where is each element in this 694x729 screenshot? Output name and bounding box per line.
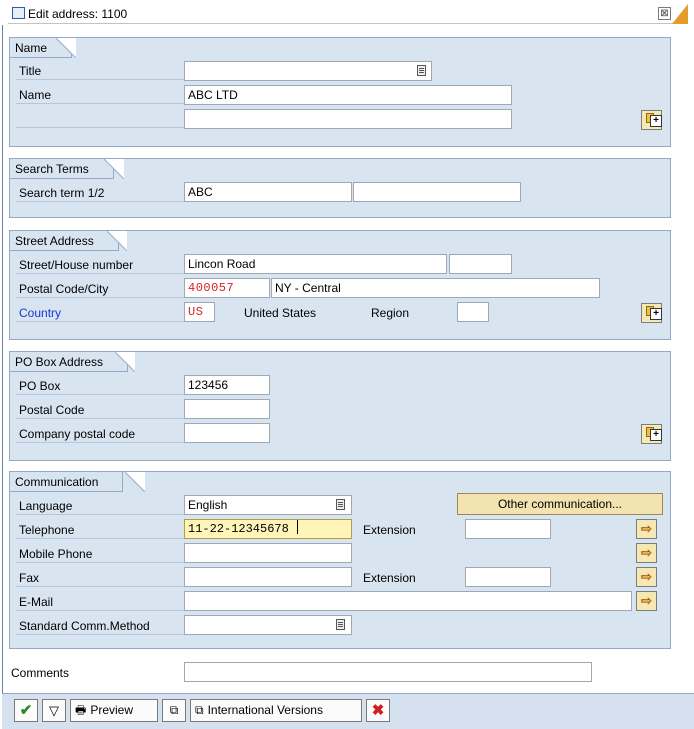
international-versions-button[interactable]: ⧉ International Versions bbox=[190, 699, 362, 722]
copy-icon[interactable]: ⧉ bbox=[162, 699, 186, 722]
language-label: Language bbox=[16, 497, 184, 515]
window-title-bar bbox=[8, 4, 688, 24]
fax-label: Fax bbox=[16, 569, 184, 587]
search-group-heading: Search Terms bbox=[10, 159, 114, 179]
street-group-heading: Street Address bbox=[10, 231, 119, 251]
title-accent bbox=[672, 4, 688, 24]
fax-input[interactable] bbox=[184, 567, 352, 587]
comments-input[interactable] bbox=[184, 662, 592, 682]
fax-extension-label: Extension bbox=[363, 571, 416, 585]
country-code-input[interactable]: US bbox=[184, 302, 215, 322]
telephone-extension-input[interactable] bbox=[465, 519, 551, 539]
search-term-1-input[interactable]: ABC bbox=[184, 182, 352, 202]
mobile-input[interactable] bbox=[184, 543, 352, 563]
company-postal-input[interactable] bbox=[184, 423, 270, 443]
postal-code-input[interactable]: 400057 bbox=[184, 278, 270, 298]
dropdown-icon[interactable] bbox=[336, 619, 345, 630]
std-comm-dropdown[interactable] bbox=[184, 615, 352, 635]
pobox-postal-input[interactable] bbox=[184, 399, 270, 419]
region-input[interactable] bbox=[457, 302, 489, 322]
pobox-group-heading: PO Box Address bbox=[10, 352, 128, 372]
name-group bbox=[9, 37, 671, 147]
std-comm-label: Standard Comm.Method bbox=[16, 617, 184, 635]
street-group bbox=[9, 230, 671, 340]
expand-name-icon[interactable] bbox=[641, 110, 662, 130]
edit-window-icon bbox=[12, 7, 25, 19]
language-dropdown[interactable]: English bbox=[184, 495, 352, 515]
street-input[interactable]: Lincon Road bbox=[184, 254, 447, 274]
telephone-extension-label: Extension bbox=[363, 523, 416, 537]
country-label[interactable]: Country bbox=[16, 304, 184, 322]
fax-more-icon[interactable]: ⇨ bbox=[636, 567, 657, 587]
city-input[interactable]: NY - Central bbox=[271, 278, 600, 298]
communication-group-heading: Communication bbox=[10, 472, 123, 492]
mobile-label: Mobile Phone bbox=[16, 545, 184, 563]
title-label: Title bbox=[16, 62, 184, 80]
name-label: Name bbox=[16, 86, 184, 104]
dropdown-icon[interactable] bbox=[417, 65, 426, 76]
name-input[interactable]: ABC LTD bbox=[184, 85, 512, 105]
dropdown-icon[interactable] bbox=[336, 499, 345, 510]
expand-address-icon[interactable] bbox=[641, 303, 662, 323]
region-label: Region bbox=[371, 306, 410, 320]
bottom-toolbar bbox=[2, 693, 694, 729]
email-more-icon[interactable]: ⇨ bbox=[636, 591, 657, 611]
search-group bbox=[9, 158, 671, 218]
cancel-x-icon[interactable]: ✖ bbox=[366, 699, 390, 722]
preview-button[interactable]: 🖶 Preview bbox=[70, 699, 158, 722]
versions-icon: ⧉ bbox=[195, 703, 204, 718]
name2-input[interactable] bbox=[184, 109, 512, 129]
email-input[interactable] bbox=[184, 591, 632, 611]
telephone-more-icon[interactable]: ⇨ bbox=[636, 519, 657, 539]
postal-city-label: Postal Code/City bbox=[16, 280, 184, 298]
telephone-input[interactable]: 11-22-12345678 bbox=[184, 519, 352, 539]
street-label: Street/House number bbox=[16, 256, 184, 274]
name2-label bbox=[16, 110, 184, 128]
search-term-2-input[interactable] bbox=[353, 182, 521, 202]
title-dropdown[interactable] bbox=[184, 61, 432, 81]
company-postal-label: Company postal code bbox=[16, 425, 184, 443]
text-cursor bbox=[297, 520, 298, 534]
search-term-label: Search term 1/2 bbox=[16, 184, 184, 202]
other-communication-button[interactable]: Other communication... bbox=[457, 493, 663, 515]
telephone-label: Telephone bbox=[16, 521, 184, 539]
comments-label: Comments bbox=[11, 666, 70, 680]
fax-extension-input[interactable] bbox=[465, 567, 551, 587]
pobox-postal-label: Postal Code bbox=[16, 401, 184, 419]
pobox-input[interactable]: 123456 bbox=[184, 375, 270, 395]
email-label: E-Mail bbox=[16, 593, 184, 611]
pobox-group bbox=[9, 351, 671, 461]
expand-pobox-icon[interactable] bbox=[641, 424, 662, 444]
mobile-more-icon[interactable]: ⇨ bbox=[636, 543, 657, 563]
window-title: Edit address: 1100 bbox=[28, 7, 128, 21]
close-icon[interactable]: ⊠ bbox=[658, 7, 671, 20]
house-number-input[interactable] bbox=[449, 254, 512, 274]
name-group-heading: Name bbox=[10, 38, 72, 58]
confirm-check-icon[interactable]: ✔ bbox=[14, 699, 38, 722]
continue-down-icon[interactable]: ▽ bbox=[42, 699, 66, 722]
country-name: United States bbox=[244, 306, 317, 320]
printer-icon: 🖶 bbox=[75, 703, 87, 718]
pobox-label: PO Box bbox=[16, 377, 184, 395]
